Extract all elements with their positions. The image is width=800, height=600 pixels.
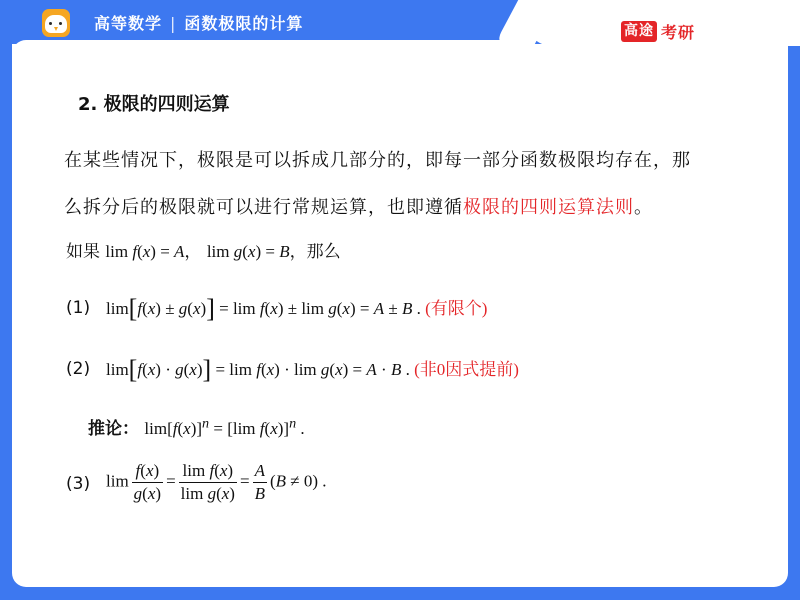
highlight-text: 极限的四则运算法则 [463, 197, 634, 218]
condition-formula-2: lim g(x) = B [206, 242, 290, 261]
rule2-label: (2) [66, 359, 91, 379]
paragraph-end: 。 [634, 197, 653, 218]
rule1-formula: lim[f(x) ± g(x)] = lim f(x) ± lim g(x) = A ± B . (有限个) [106, 294, 488, 323]
rule1-note: (有限个) [425, 299, 488, 318]
paragraph-line-2 [64, 193, 653, 219]
condition-formula: lim f(x) = A [105, 242, 185, 261]
condition-prefix: 如果 [66, 242, 100, 262]
brand-box: 高途 [621, 21, 657, 42]
course-name: 高等数学 [94, 14, 163, 33]
paragraph-text: 么拆分后的极限就可以进行常规运算，也即遵循 [64, 197, 463, 218]
rule2-formula: lim[f(x) · g(x)] = lim f(x) · lim g(x) = A · B . (非0因式提前) [106, 355, 519, 384]
rule3-formula: lim $\frac{f(x)}{g(x)}$ = $\frac{\text{lim f(x)}}{\text{lim g(x)}}$ = $\frac{A}{B}$ (B ≠ 0) . [106, 461, 327, 503]
topic-name: 函数极限的计算 [184, 14, 304, 33]
brand-word: 考研 [661, 23, 696, 42]
corollary-formula: $\lim[f(x)]^n = [\lim$ f(x)]$^n$ . [144, 415, 305, 438]
corollary-line [88, 414, 305, 439]
section-title: 2. 极限的四则运算 [78, 94, 230, 115]
title-separator: | [170, 14, 177, 33]
corollary-label: 推论： [88, 419, 139, 439]
lesson-title [94, 11, 303, 34]
condition-suffix: ，那么 [289, 242, 341, 262]
rule2-note: (非0因式提前) [414, 360, 519, 379]
condition-line: 如果 lim f(x) = A， lim g(x) = B，那么 [66, 242, 341, 262]
paragraph-line-1: 在某些情况下，极限是可以拆成几部分的，即每一部分函数极限均存在，那 [64, 150, 691, 171]
owl-logo-icon [42, 9, 70, 37]
rule1-label: (1) [66, 298, 91, 318]
brand-tab [526, 0, 800, 46]
brand-logo [621, 20, 695, 43]
rule3-label: (3) [66, 474, 91, 494]
